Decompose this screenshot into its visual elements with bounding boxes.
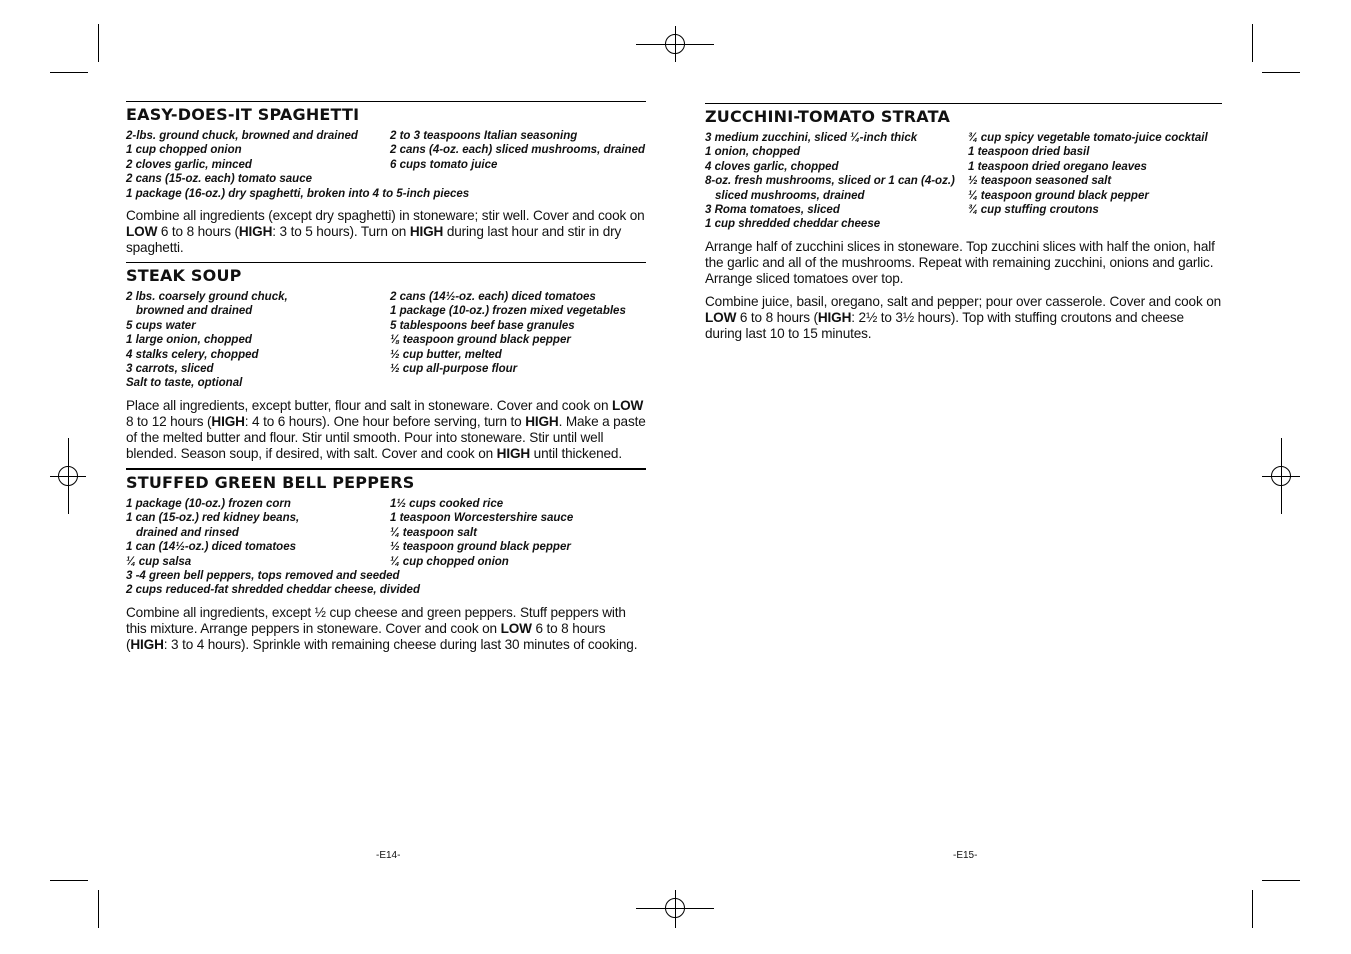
recipe-directions: Arrange half of zucchini slices in stoneware. Top zucchini slices with half the onion, half the garlic and all of the mushrooms. Repeat with remaining zucchini, onions and garlic. Arrange sliced tomatoes over top. — [705, 238, 1215, 286]
ingredient: 1 package (10-oz.) frozen corn — [126, 497, 291, 510]
ingredient: ¼ teaspoon salt — [390, 526, 477, 539]
section-rule — [705, 103, 1222, 104]
recipe-directions: Combine juice, basil, oregano, salt and pepper; pour over casserole. Cover and cook on LOW 6 to 8 hours (HIGH: 2½ to 3½ hours). Top with stuffing croutons and cheese during last 10 to 15 minutes. — [705, 293, 1222, 341]
recipe-title: STEAK SOUP — [126, 266, 242, 286]
ingredient: 3 Roma tomatoes, sliced — [705, 204, 840, 217]
ingredient: ¾ cup spicy vegetable tomato-juice cocktail — [968, 132, 1208, 144]
ingredient: drained and rinsed — [136, 526, 239, 539]
ingredient: 2 to 3 teaspoons Italian seasoning — [390, 130, 578, 142]
ingredient: 2 cans (14½-oz. each) diced tomatoes — [390, 291, 596, 304]
ingredient: ½ cup all-purpose flour — [390, 363, 518, 376]
ingredient: browned and drained — [136, 305, 253, 318]
crop-mark — [98, 24, 99, 62]
recipe-directions: Combine all ingredients (except dry spaghetti) in stoneware; stir well. Cover and cook on LOW 6 to 8 hours (HIGH: 3 to 5 hours). Turn on HIGH during last hour and stir in dry spaghetti. — [126, 208, 645, 256]
ingredient: 1 large onion, chopped — [126, 334, 252, 347]
ingredient-list — [705, 131, 1222, 232]
section-rule — [126, 101, 646, 102]
ingredient: ¼ cup chopped onion — [390, 555, 509, 568]
ingredient: 2 cans (4-oz. each) sliced mushrooms, drained — [390, 144, 645, 157]
ingredient: 2 lbs. coarsely ground chuck, — [126, 291, 288, 304]
ingredient-list — [126, 290, 646, 391]
ingredient: 1 can (15-oz.) red kidney beans, — [126, 512, 300, 525]
ingredient: 1 package (10-oz.) frozen mixed vegetables — [390, 305, 626, 318]
ingredient: 1 teaspoon dried basil — [968, 146, 1090, 159]
ingredient: 1 can (14½-oz.) diced tomatoes — [126, 541, 296, 554]
recipe-steak-soup — [126, 266, 646, 462]
page-number: -E14- — [376, 850, 401, 861]
ingredient: 4 cloves garlic, chopped — [705, 160, 839, 173]
ingredient: ¼ teaspoon ground black pepper — [968, 189, 1149, 202]
ingredient: 1 teaspoon dried oregano leaves — [968, 160, 1147, 173]
ingredient: ½ teaspoon ground black pepper — [390, 541, 571, 554]
ingredient-list — [126, 129, 646, 201]
ingredient: 8-oz. fresh mushrooms, sliced or 1 can (4-oz.) — [705, 175, 955, 188]
ingredient: 2-lbs. ground chuck, browned and drained — [126, 130, 358, 142]
ingredient: ⅛ teaspoon ground black pepper — [390, 334, 571, 347]
ingredient: 1 cup shredded cheddar cheese — [705, 218, 881, 231]
ingredient: sliced mushrooms, drained — [715, 189, 865, 202]
crop-mark — [1262, 72, 1300, 73]
left-page — [126, 101, 646, 659]
recipe-directions: Combine all ingredients, except ½ cup cheese and green peppers. Stuff peppers with this mixture. Arrange peppers in stoneware. Cover and cook on LOW 6 to 8 hours (HIGH: 3 to 4 hours). Sprinkle with remaining cheese during last 30 minutes of cooking. — [126, 604, 638, 652]
crop-mark — [98, 890, 99, 928]
crop-mark — [1252, 890, 1253, 928]
crop-mark — [1252, 24, 1253, 62]
ingredient: 1 cup chopped onion — [126, 144, 242, 157]
ingredient: 5 cups water — [126, 319, 196, 332]
ingredient: ¼ cup salsa — [126, 555, 192, 568]
ingredient: 1½ cups cooked rice — [390, 497, 504, 510]
ingredient: Salt to taste, optional — [126, 377, 243, 390]
recipe-directions: Place all ingredients, except butter, flour and salt in stoneware. Cover and cook on LOW 8 to 12 hours (HIGH: 4 to 6 hours). One hour before serving, turn to HIGH. Make a paste of the melted butter and flour. Stir until smooth. Pour into stoneware. Stir until well blended. Season soup, if desired, with salt. Cover and cook on HIGH until thickened. — [126, 397, 646, 461]
recipe-title: STUFFED GREEN BELL PEPPERS — [126, 472, 415, 492]
page-number: -E15- — [953, 850, 978, 861]
ingredient: 1 package (16-oz.) dry spaghetti, broken into 4 to 5-inch pieces — [126, 187, 470, 200]
ingredient: 6 cups tomato juice — [390, 158, 498, 171]
ingredient-list — [126, 497, 646, 598]
right-page — [705, 103, 1222, 348]
ingredient: ½ cup butter, melted — [390, 348, 502, 361]
crop-mark — [1262, 880, 1300, 881]
crop-mark — [50, 72, 88, 73]
ingredient: 3 -4 green bell peppers, tops removed and seeded — [126, 569, 400, 582]
recipe-easy-does-it-spaghetti — [126, 105, 646, 256]
ingredient: ¾ cup stuffing croutons — [968, 204, 1099, 217]
crop-mark — [50, 880, 88, 881]
ingredient: 2 cloves garlic, minced — [126, 158, 252, 171]
ingredient: 4 stalks celery, chopped — [126, 348, 259, 361]
recipe-title: ZUCCHINI-TOMATO STRATA — [705, 107, 951, 126]
recipe-title: EASY-DOES-IT SPAGHETTI — [126, 105, 360, 124]
recipe-stuffed-green-bell-peppers — [126, 473, 646, 653]
ingredient: 2 cans (15-oz. each) tomato sauce — [126, 173, 312, 186]
ingredient: 2 cups reduced-fat shredded cheddar cheese, divided — [126, 584, 420, 597]
ingredient: 3 medium zucchini, sliced ¼-inch thick — [705, 132, 918, 144]
ingredient: 3 carrots, sliced — [126, 363, 214, 376]
section-rule — [126, 468, 646, 470]
section-rule — [126, 262, 646, 263]
ingredient: 1 teaspoon Worcestershire sauce — [390, 512, 574, 525]
recipe-zucchini-tomato-strata — [705, 107, 1222, 342]
ingredient: 1 onion, chopped — [705, 146, 801, 159]
ingredient: 5 tablespoons beef base granules — [390, 319, 575, 332]
ingredient: ½ teaspoon seasoned salt — [968, 175, 1112, 188]
